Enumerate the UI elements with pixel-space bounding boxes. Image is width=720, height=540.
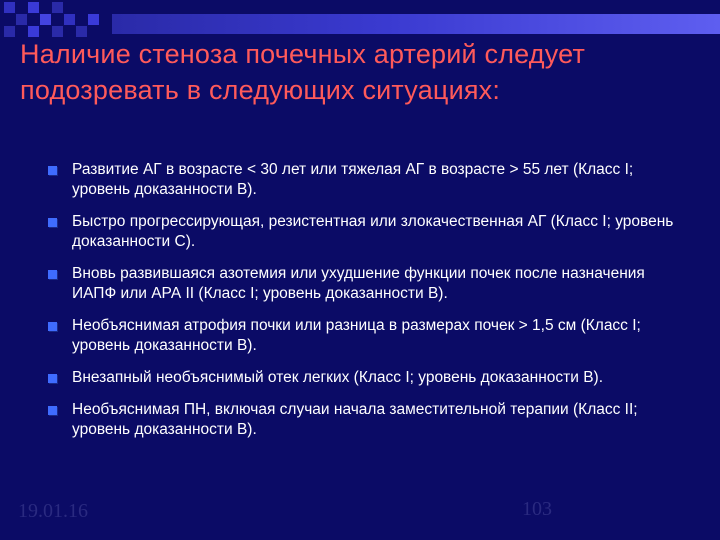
decor-square	[16, 14, 27, 25]
decor-square	[52, 2, 63, 13]
square-bullet-icon	[48, 166, 57, 175]
header-bar	[112, 14, 720, 34]
bullet-item	[48, 400, 688, 440]
decor-square	[40, 14, 51, 25]
square-bullet-icon	[48, 406, 57, 415]
decor-square	[88, 14, 99, 25]
decor-square	[4, 2, 15, 13]
bullet-text: Развитие АГ в возрасте < 30 лет или тяжелая АГ в возрасте > 55 лет (Класс I; уровень доказанности В).	[72, 161, 634, 198]
bullet-text: Вновь развившаяся азотемия или ухудшение функции почек после назначения ИАПФ или АРА II (Класс I; уровень доказанности В).	[72, 265, 645, 302]
footer-date: 19.01.16	[18, 500, 88, 522]
bullet-item	[48, 368, 688, 388]
square-bullet-icon	[48, 322, 57, 331]
bullet-text: Внезапный необъяснимый отек легких (Класс I; уровень доказанности В).	[72, 369, 604, 386]
bullet-item	[48, 264, 688, 304]
square-bullet-icon	[48, 270, 57, 279]
decor-square	[28, 2, 39, 13]
bullet-text: Необъяснимая ПН, включая случаи начала заместительной терапии (Класс II; уровень доказанности В).	[72, 401, 638, 438]
page-number: 103	[522, 498, 552, 520]
bullet-item	[48, 160, 688, 200]
decor-square	[64, 14, 75, 25]
bullet-item	[48, 212, 688, 252]
bullet-text: Быстро прогрессирующая, резистентная или злокачественная АГ (Класс I; уровень доказанности С).	[72, 213, 674, 250]
bullet-list	[48, 160, 688, 452]
slide-title: Наличие стеноза почечных артерий следует подозревать в следующих ситуациях:	[20, 39, 586, 105]
bullet-item	[48, 316, 688, 356]
square-bullet-icon	[48, 374, 57, 383]
square-bullet-icon	[48, 218, 57, 227]
bullet-text: Необъяснимая атрофия почки или разница в размерах почек > 1,5 см (Класс I; уровень доказанности В).	[72, 317, 641, 354]
decor-square	[4, 26, 15, 37]
